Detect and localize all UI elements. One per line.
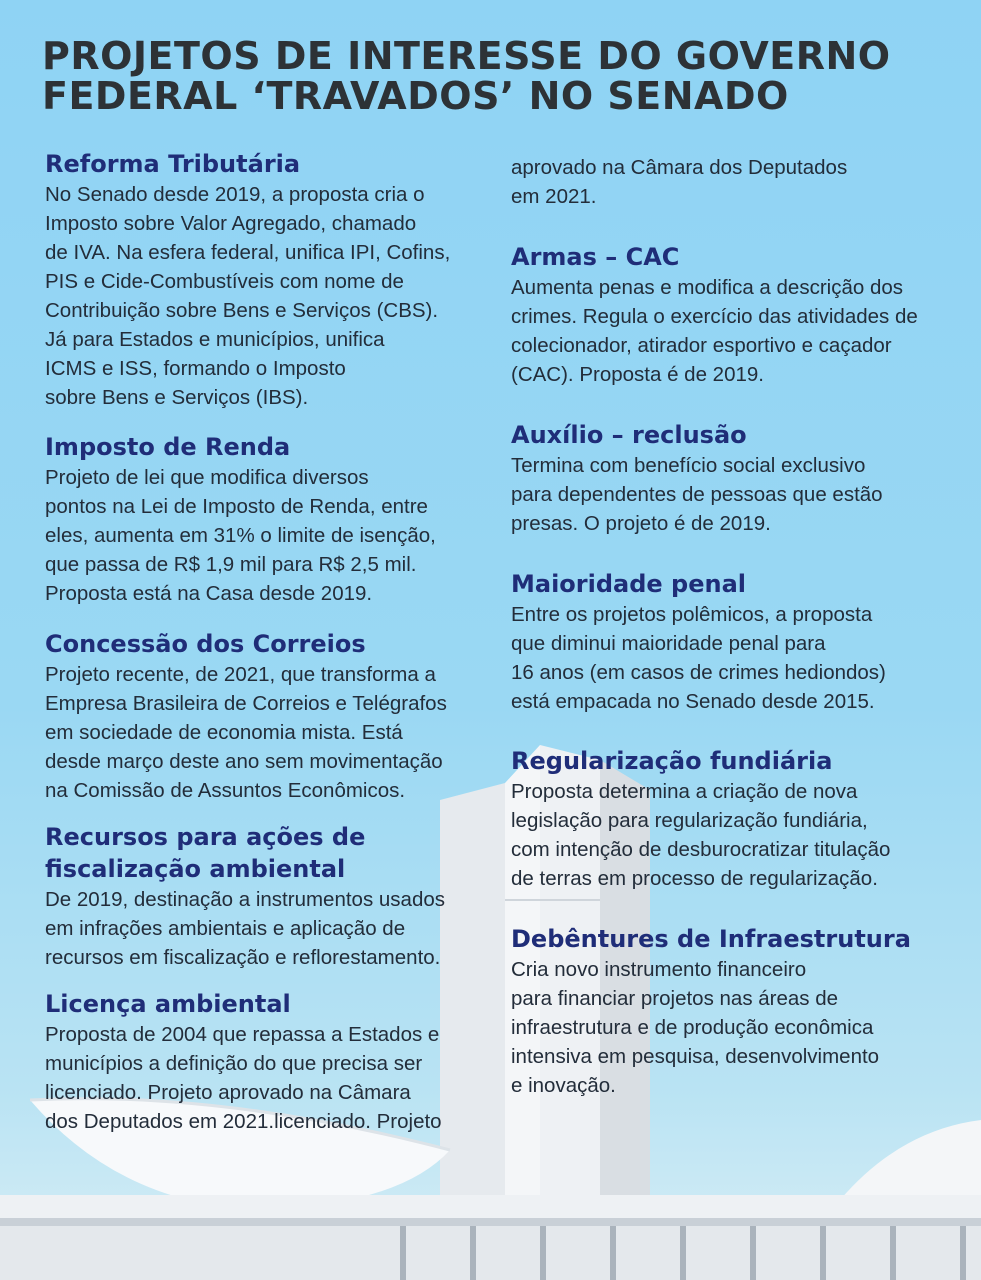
dome [840,1120,981,1205]
section-body: Cria novo instrumento financeiro para financiar projetos nas áreas de infraestrutura e de produção econômica intensiva em pesquisa, desenvolvimento e inovação. [511,958,880,1097]
section-heading: Recursos para ações de fiscalização ambiental [45,823,366,883]
section-body: Termina com benefício social exclusivo para dependentes de pessoas que estão presas. O projeto é de 2019. [511,454,883,535]
section-heading: Concessão dos Correios [45,630,366,658]
section-fiscalizacao-ambiental [45,821,485,972]
title-line-1: PROJETOS DE INTERESSE DO GOVERNO [42,34,891,78]
section-heading: Reforma Tributária [45,150,301,178]
section-heading: Licença ambiental [45,990,291,1018]
left-column [45,148,485,1136]
platform [0,1195,981,1220]
section-heading: Debêntures de Infraestrutura [511,925,911,953]
section-heading: Armas – CAC [511,243,680,271]
section-body: Aumenta penas e modifica a descrição dos crimes. Regula o exercício das atividades de colecionador, atirador esportivo e caçador (CAC). Proposta é de 2019. [511,276,918,386]
title-line-2: FEDERAL ‘TRAVADOS’ NO SENADO [42,74,789,118]
section-body: Proposta de 2004 que repassa a Estados e municípios a definição do que precisa ser licenciado. Projeto aprovado na Câmara dos Deputados em 2021.licenciado. Projeto [45,1023,442,1133]
section-body: Projeto de lei que modifica diversos pontos na Lei de Imposto de Renda, entre eles, aumenta em 31% o limite de isenção, que passa de R$ 1,9 mil para R$ 2,5 mil. Proposta está na Casa desde 2019. [45,466,436,605]
section-body: De 2019, destinação a instrumentos usados em infrações ambientais e aplicação de recursos em fiscalização e reflorestamento. [45,888,446,969]
section-body: Projeto recente, de 2021, que transforma a Empresa Brasileira de Correios e Telégrafos em sociedade de economia mista. Está desde março deste ano sem movimentação na Comissão de Assuntos Econômicos. [45,663,447,802]
section-reforma-tributaria [45,148,485,412]
section-auxilio-reclusao [511,419,951,538]
section-debentures [511,923,951,1100]
page-title [42,36,891,116]
continuation-text: aprovado na Câmara dos Deputados em 2021. [511,156,848,208]
right-column [511,153,951,1100]
section-regularizacao-fundiaria [511,745,951,893]
section-heading: Imposto de Renda [45,433,291,461]
section-heading: Maioridade penal [511,570,747,598]
section-heading: Regularização fundiária [511,747,833,775]
section-concessao-correios [45,628,485,805]
section-maioridade-penal [511,568,951,716]
section-imposto-de-renda [45,431,485,608]
section-armas-cac [511,241,951,389]
section-heading: Auxílio – reclusão [511,421,747,449]
section-body: No Senado desde 2019, a proposta cria o Imposto sobre Valor Agregado, chamado de IVA. Na esfera federal, unifica IPI, Cofins, PIS e Cide-Combustíveis com nome de Contribuição sobre Bens e Serviços (CBS). Já para Estados e municípios, unifica ICMS e ISS, formando o Imposto sobre Bens e Serviços (IBS). [45,183,451,409]
section-licenca-ambiental [45,988,485,1136]
section-body: Entre os projetos polêmicos, a proposta que diminui maioridade penal para 16 anos (em casos de crimes hediondos) está empacada no Senado desde 2015. [511,603,886,713]
section-body: Proposta determina a criação de nova legislação para regularização fundiária, com intenção de desburocratizar titulação de terras em processo de regularização. [511,780,891,890]
section-continuation [511,153,951,211]
